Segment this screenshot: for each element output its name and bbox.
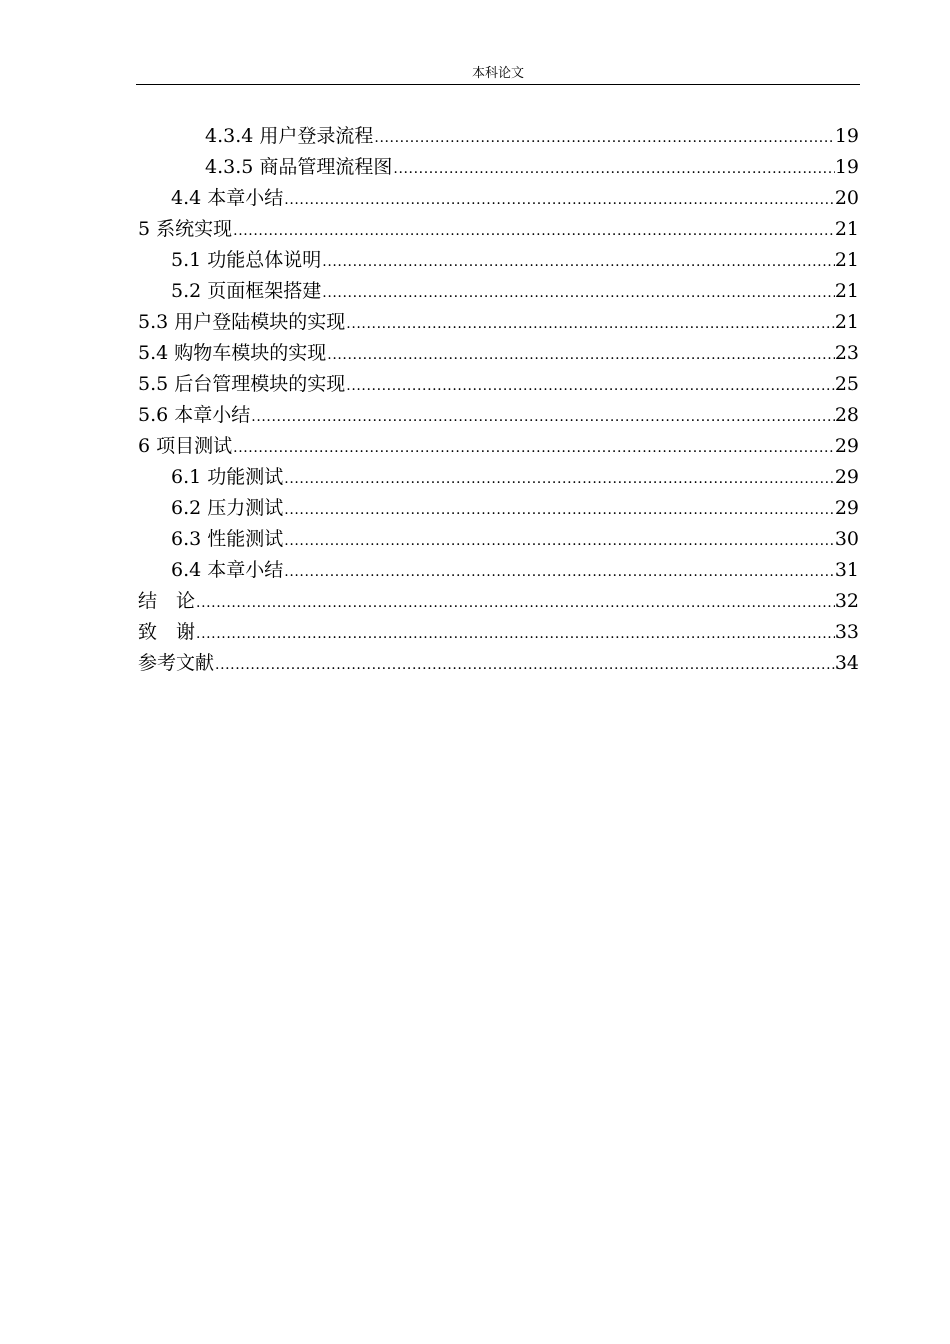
toc-entry-label: 5.6 本章小结 — [138, 404, 251, 426]
toc-entry-label: 4.3.5 商品管理流程图 — [205, 156, 393, 178]
toc-entry-label: 结 论 — [138, 590, 196, 612]
toc-dot-leader — [392, 154, 834, 183]
toc-dot-leader — [283, 185, 835, 214]
toc-entry-label: 6 项目测试 — [138, 435, 233, 457]
toc-entry-label: 6.4 本章小结 — [171, 559, 284, 581]
toc-entry[interactable] — [138, 121, 859, 152]
toc-entry-label: 参考文献 — [138, 652, 215, 674]
toc-entry-label: 6.2 压力测试 — [171, 497, 284, 519]
toc-dot-leader — [232, 433, 835, 462]
toc-entry-label: 5.3 用户登陆模块的实现 — [138, 311, 346, 333]
toc-entry[interactable] — [138, 586, 859, 617]
toc-dot-leader — [345, 309, 835, 338]
toc-entry[interactable] — [138, 555, 859, 586]
toc-entry[interactable] — [138, 462, 859, 493]
toc-entry-label: 5 系统实现 — [138, 218, 233, 240]
toc-entry-label: 5.5 后台管理模块的实现 — [138, 373, 346, 395]
toc-entry[interactable] — [138, 369, 859, 400]
toc-entry-page: 21 — [834, 249, 859, 271]
toc-entry[interactable] — [138, 617, 859, 648]
toc-dot-leader — [214, 650, 835, 679]
toc-entry-page: 28 — [834, 404, 859, 426]
toc-entry-label: 5.1 功能总体说明 — [171, 249, 322, 271]
toc-dot-leader — [250, 402, 835, 431]
toc-entry[interactable] — [138, 152, 859, 183]
page-header-title: 本科论文 — [471, 66, 524, 81]
toc-entry-page: 19 — [834, 156, 859, 178]
toc-dot-leader — [373, 123, 834, 152]
toc-dot-leader — [232, 216, 835, 245]
toc-entry[interactable] — [138, 493, 859, 524]
toc-entry[interactable] — [138, 183, 859, 214]
toc-entry-page: 29 — [834, 466, 859, 488]
toc-entry[interactable] — [138, 245, 859, 276]
toc-dot-leader — [195, 619, 835, 648]
toc-entry-label: 5.2 页面框架搭建 — [171, 280, 322, 302]
toc-entry[interactable] — [138, 400, 859, 431]
toc-entry-page: 30 — [834, 528, 859, 550]
header-divider — [136, 84, 860, 85]
toc-entry-page: 29 — [834, 497, 859, 519]
toc-dot-leader — [326, 340, 835, 369]
toc-entry-page: 20 — [834, 187, 859, 209]
toc-entry-label: 4.4 本章小结 — [171, 187, 284, 209]
toc-dot-leader — [283, 526, 835, 555]
toc-entry-page: 29 — [834, 435, 859, 457]
toc-entry-page: 31 — [834, 559, 859, 581]
toc-entry-page: 25 — [834, 373, 859, 395]
toc-entry-page: 32 — [834, 590, 859, 612]
toc-entry[interactable] — [138, 214, 859, 245]
toc-entry[interactable] — [138, 524, 859, 555]
toc-dot-leader — [195, 588, 835, 617]
toc-entry-page: 21 — [834, 311, 859, 333]
toc-entry-page: 21 — [834, 280, 859, 302]
toc-entry-label: 5.4 购物车模块的实现 — [138, 342, 327, 364]
toc-entry-page: 33 — [834, 621, 859, 643]
toc-entry-label: 致 谢 — [138, 621, 196, 643]
toc-dot-leader — [345, 371, 835, 400]
toc-dot-leader — [283, 557, 835, 586]
toc-entry-label: 6.3 性能测试 — [171, 528, 284, 550]
toc-entry-page: 23 — [834, 342, 859, 364]
toc-entry-page: 34 — [834, 652, 859, 674]
toc-entry[interactable] — [138, 338, 859, 369]
toc-dot-leader — [321, 278, 835, 307]
toc-entry-page: 21 — [834, 218, 859, 240]
toc-entry[interactable] — [138, 307, 859, 338]
toc-entry-label: 6.1 功能测试 — [171, 466, 284, 488]
toc-dot-leader — [321, 247, 835, 276]
toc-entry[interactable] — [138, 431, 859, 462]
toc-entry-label: 4.3.4 用户登录流程 — [205, 125, 374, 147]
toc-dot-leader — [283, 464, 835, 493]
toc-entry[interactable] — [138, 648, 859, 679]
table-of-contents — [138, 121, 859, 679]
toc-entry[interactable] — [138, 276, 859, 307]
toc-dot-leader — [283, 495, 835, 524]
toc-entry-page: 19 — [834, 125, 859, 147]
